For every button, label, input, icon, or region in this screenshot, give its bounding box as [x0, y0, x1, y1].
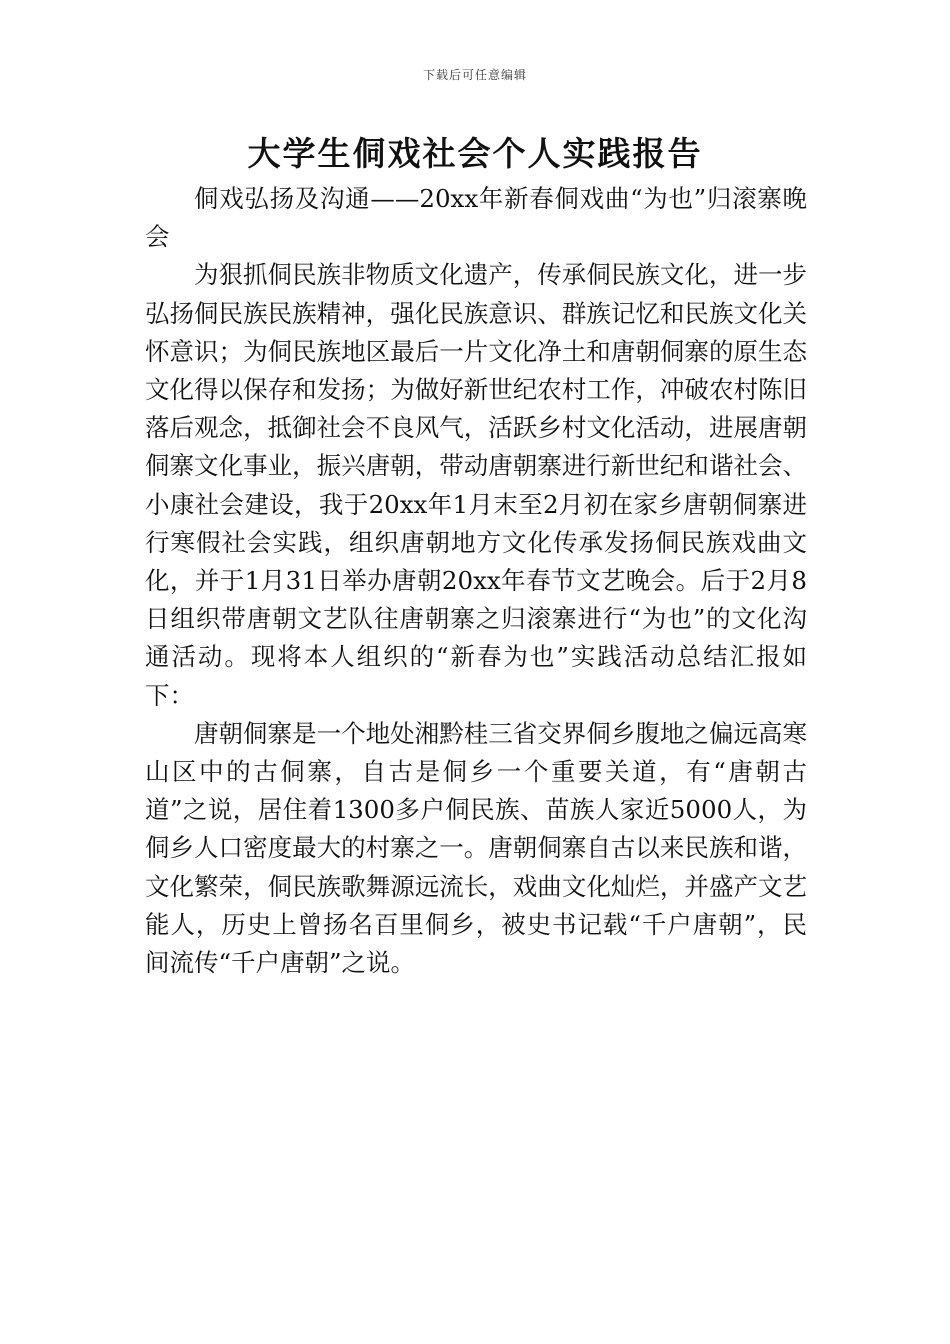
body-paragraph-background: 唐朝侗寨是一个地处湘黔桂三省交界侗乡腹地之偏远高寒山区中的古侗寨，自古是侗乡一个重要关道，有“唐朝古道”之说，居住着1300多户侗民族、苗族人家近5000人，为侗乡人口密度最大的村寨之一。唐朝侗寨自古以来民族和谐，文化繁荣，侗民族歌舞源远流长，戏曲文化灿烂，并盛产文艺能人，历史上曾扬名百里侗乡，被史书记载“千户唐朝”，民间流传“千户唐朝”之说。: [145, 718, 807, 978]
body-paragraph-purpose: 为狠抓侗民族非物质文化遗产，传承侗民族文化，进一步弘扬侗民族民族精神，强化民族意识、群族记忆和民族文化关怀意识；为侗民族地区最后一片文化净土和唐朝侗寨的原生态文化得以保存和发扬；为做好新世纪农村工作，冲破农村陈旧落后观念，抵御社会不良风气，活跃乡村文化活动，进展唐朝侗寨文化事业，振兴唐朝，带动唐朝寨进行新世纪和谐社会、小康社会建设，我于20xx年1月末至2月初在家乡唐朝侗寨进行寒假社会实践，组织唐朝地方文化传承发扬侗民族戏曲文化，并于1月31日举办唐朝20xx年春节文艺晚会。后于2月8日组织带唐朝文艺队往唐朝寨之归滚寨进行“为也”的文化沟通活动。现将本人组织的“新春为也”实践活动总结汇报如下：: [145, 260, 807, 710]
header-note: 下载后可任意编辑: [422, 68, 527, 82]
document-body: [145, 180, 807, 982]
page-title: 大学生侗戏社会个人实践报告: [247, 134, 703, 173]
subtitle-paragraph: 侗戏弘扬及沟通——20xx年新春侗戏曲“为也”归滚寨晚会: [145, 184, 807, 252]
